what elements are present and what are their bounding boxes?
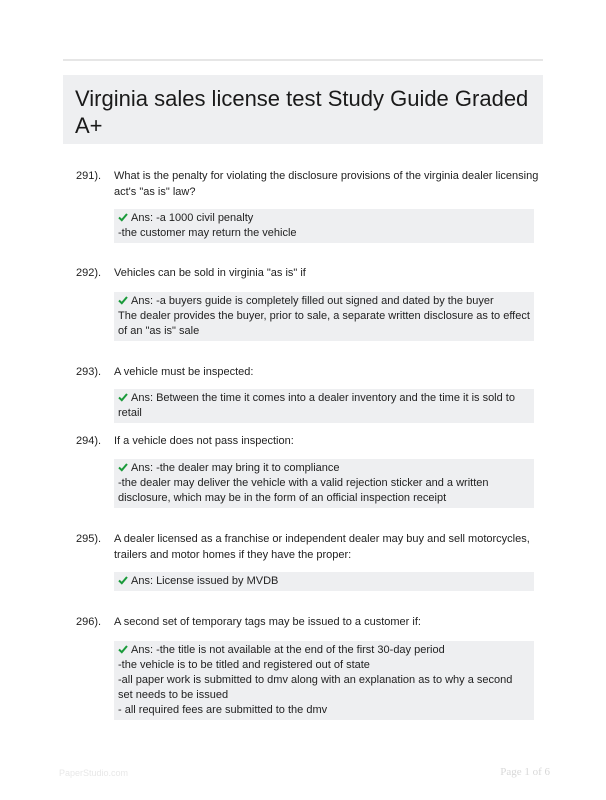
answer-line: Ans: License issued by MVDB (118, 574, 530, 589)
question-text: A vehicle must be inspected: (114, 366, 254, 378)
answer-box (114, 459, 534, 508)
question-number: 295). (76, 533, 102, 545)
checkmark-icon (118, 462, 128, 472)
answer-box (114, 389, 534, 423)
answer-line: Ans: -the title is not available at the end of the first 30-day period (118, 643, 530, 658)
footer-watermark: PaperStudio.com (59, 768, 129, 778)
question-number: 291). (76, 170, 102, 182)
answer-box (114, 209, 534, 243)
page-title: Virginia sales license test Study Guide Graded A+ (75, 86, 529, 138)
answer-line: Ans: -the dealer may bring it to compliance (118, 461, 530, 476)
question-text: A dealer licensed as a franchise or independent dealer may buy and sell motorcycles, trailers and motor homes if they have the proper: (114, 533, 530, 561)
answer-line: -the vehicle is to be titled and registered out of state (118, 659, 370, 671)
answer-line: -the dealer may deliver the vehicle with a valid rejection sticker and a written disclosure, which may be in the form of an official inspection receipt (118, 477, 489, 504)
answer-line: -all paper work is submitted to dmv along with an explanation as to why a second set needs to be issued (118, 674, 513, 701)
question-number: 292). (76, 267, 102, 279)
checkmark-icon (118, 575, 128, 585)
answer-line: The dealer provides the buyer, prior to sale, a separate written disclosure as to effect of an "as is" sale (118, 310, 530, 337)
question-number: 293). (76, 366, 102, 378)
question-text: If a vehicle does not pass inspection: (114, 435, 294, 447)
answer-box (114, 572, 534, 591)
checkmark-icon (118, 212, 128, 222)
answer-line: Ans: -a 1000 civil penalty (118, 211, 530, 226)
top-divider (63, 59, 543, 61)
question-text: What is the penalty for violating the disclosure provisions of the virginia dealer licensing act's "as is" law? (114, 170, 539, 198)
answer-line: -the customer may return the vehicle (118, 227, 297, 239)
page-indicator: Page 1 of 6 (500, 766, 550, 778)
checkmark-icon (118, 295, 128, 305)
question-text: Vehicles can be sold in virginia "as is" if (114, 267, 306, 279)
title-banner (63, 75, 543, 144)
answer-box (114, 292, 534, 341)
checkmark-icon (118, 644, 128, 654)
answer-line: Ans: Between the time it comes into a dealer inventory and the time it is sold to retail (118, 392, 515, 419)
question-number: 294). (76, 435, 102, 447)
question-text: A second set of temporary tags may be issued to a customer if: (114, 616, 421, 628)
answer-line: Ans: -a buyers guide is completely filled out signed and dated by the buyer (118, 294, 530, 309)
checkmark-icon (118, 392, 128, 402)
answer-box (114, 641, 534, 720)
answer-line: - all required fees are submitted to the dmv (118, 704, 328, 716)
question-number: 296). (76, 616, 102, 628)
